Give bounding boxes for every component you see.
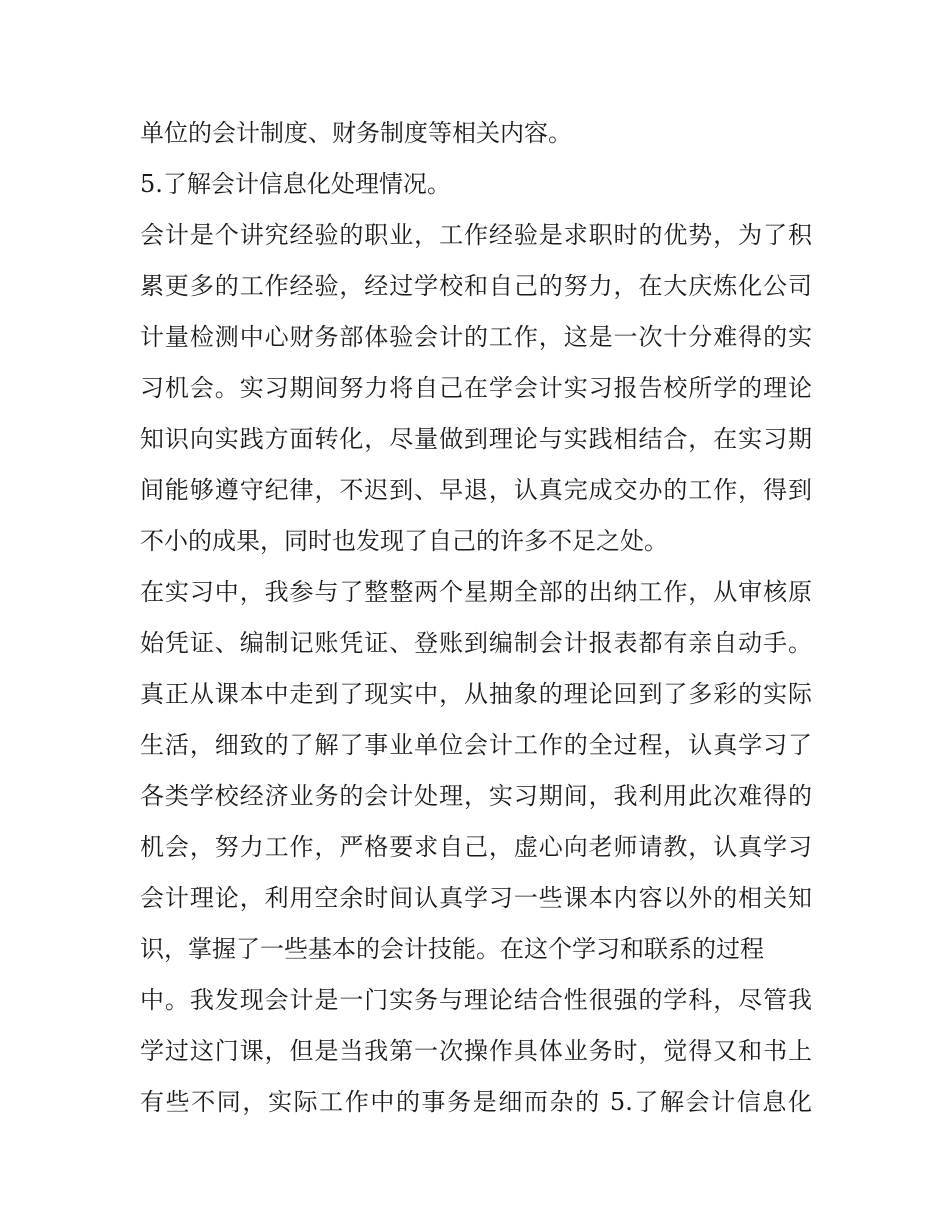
text-line: 有些不同，实际工作中的事务是细而杂的 5.了解会计信息化 [140,1088,812,1116]
text-line: 始凭证、编制记账凭证、登账到编制会计报表都有亲自动手。 [140,629,812,657]
body-text [140,108,812,1128]
text-line: 识，掌握了一些基本的会计技能。在这个学习和联系的过程 [140,935,764,963]
text-line: 单位的会计制度、财务制度等相关内容。 [140,119,572,147]
text-line: 机会，努力工作，严格要求自己，虚心向老师请教，认真学习 [140,833,812,861]
text-line: 累更多的工作经验，经过学校和自己的努力，在大庆炼化公司 [140,272,812,300]
text-line: 各类学校经济业务的会计处理，实习期间，我利用此次难得的 [140,782,812,810]
text-line: 中。我发现会计是一门实务与理论结合性很强的学科，尽管我 [140,986,812,1014]
text-line: 不小的成果，同时也发现了自己的许多不足之处。 [140,527,668,555]
text-line: 真正从课本中走到了现实中，从抽象的理论回到了多彩的实际 [140,680,812,708]
text-line: 会计是个讲究经验的职业，工作经验是求职时的优势，为了积 [140,221,812,249]
text-line: 会计理论，利用空余时间认真学习一些课本内容以外的相关知 [140,884,812,912]
text-line: 习机会。实习期间努力将自己在学会计实习报告校所学的理论 [140,374,812,402]
text-line: 知识向实践方面转化，尽量做到理论与实践相结合，在实习期 [140,425,812,453]
text-line: 间能够遵守纪律，不迟到、早退，认真完成交办的工作，得到 [140,476,812,504]
text-line: 在实习中，我参与了整整两个星期全部的出纳工作，从审核原 [140,578,812,606]
text-line: 学过这门课，但是当我第一次操作具体业务时，觉得又和书上 [140,1037,812,1065]
text-line: 计量检测中心财务部体验会计的工作，这是一次十分难得的实 [140,323,812,351]
text-line: 5.了解会计信息化处理情况。 [140,170,451,198]
text-line: 生活，细致的了解了事业单位会计工作的全过程，认真学习了 [140,731,812,759]
